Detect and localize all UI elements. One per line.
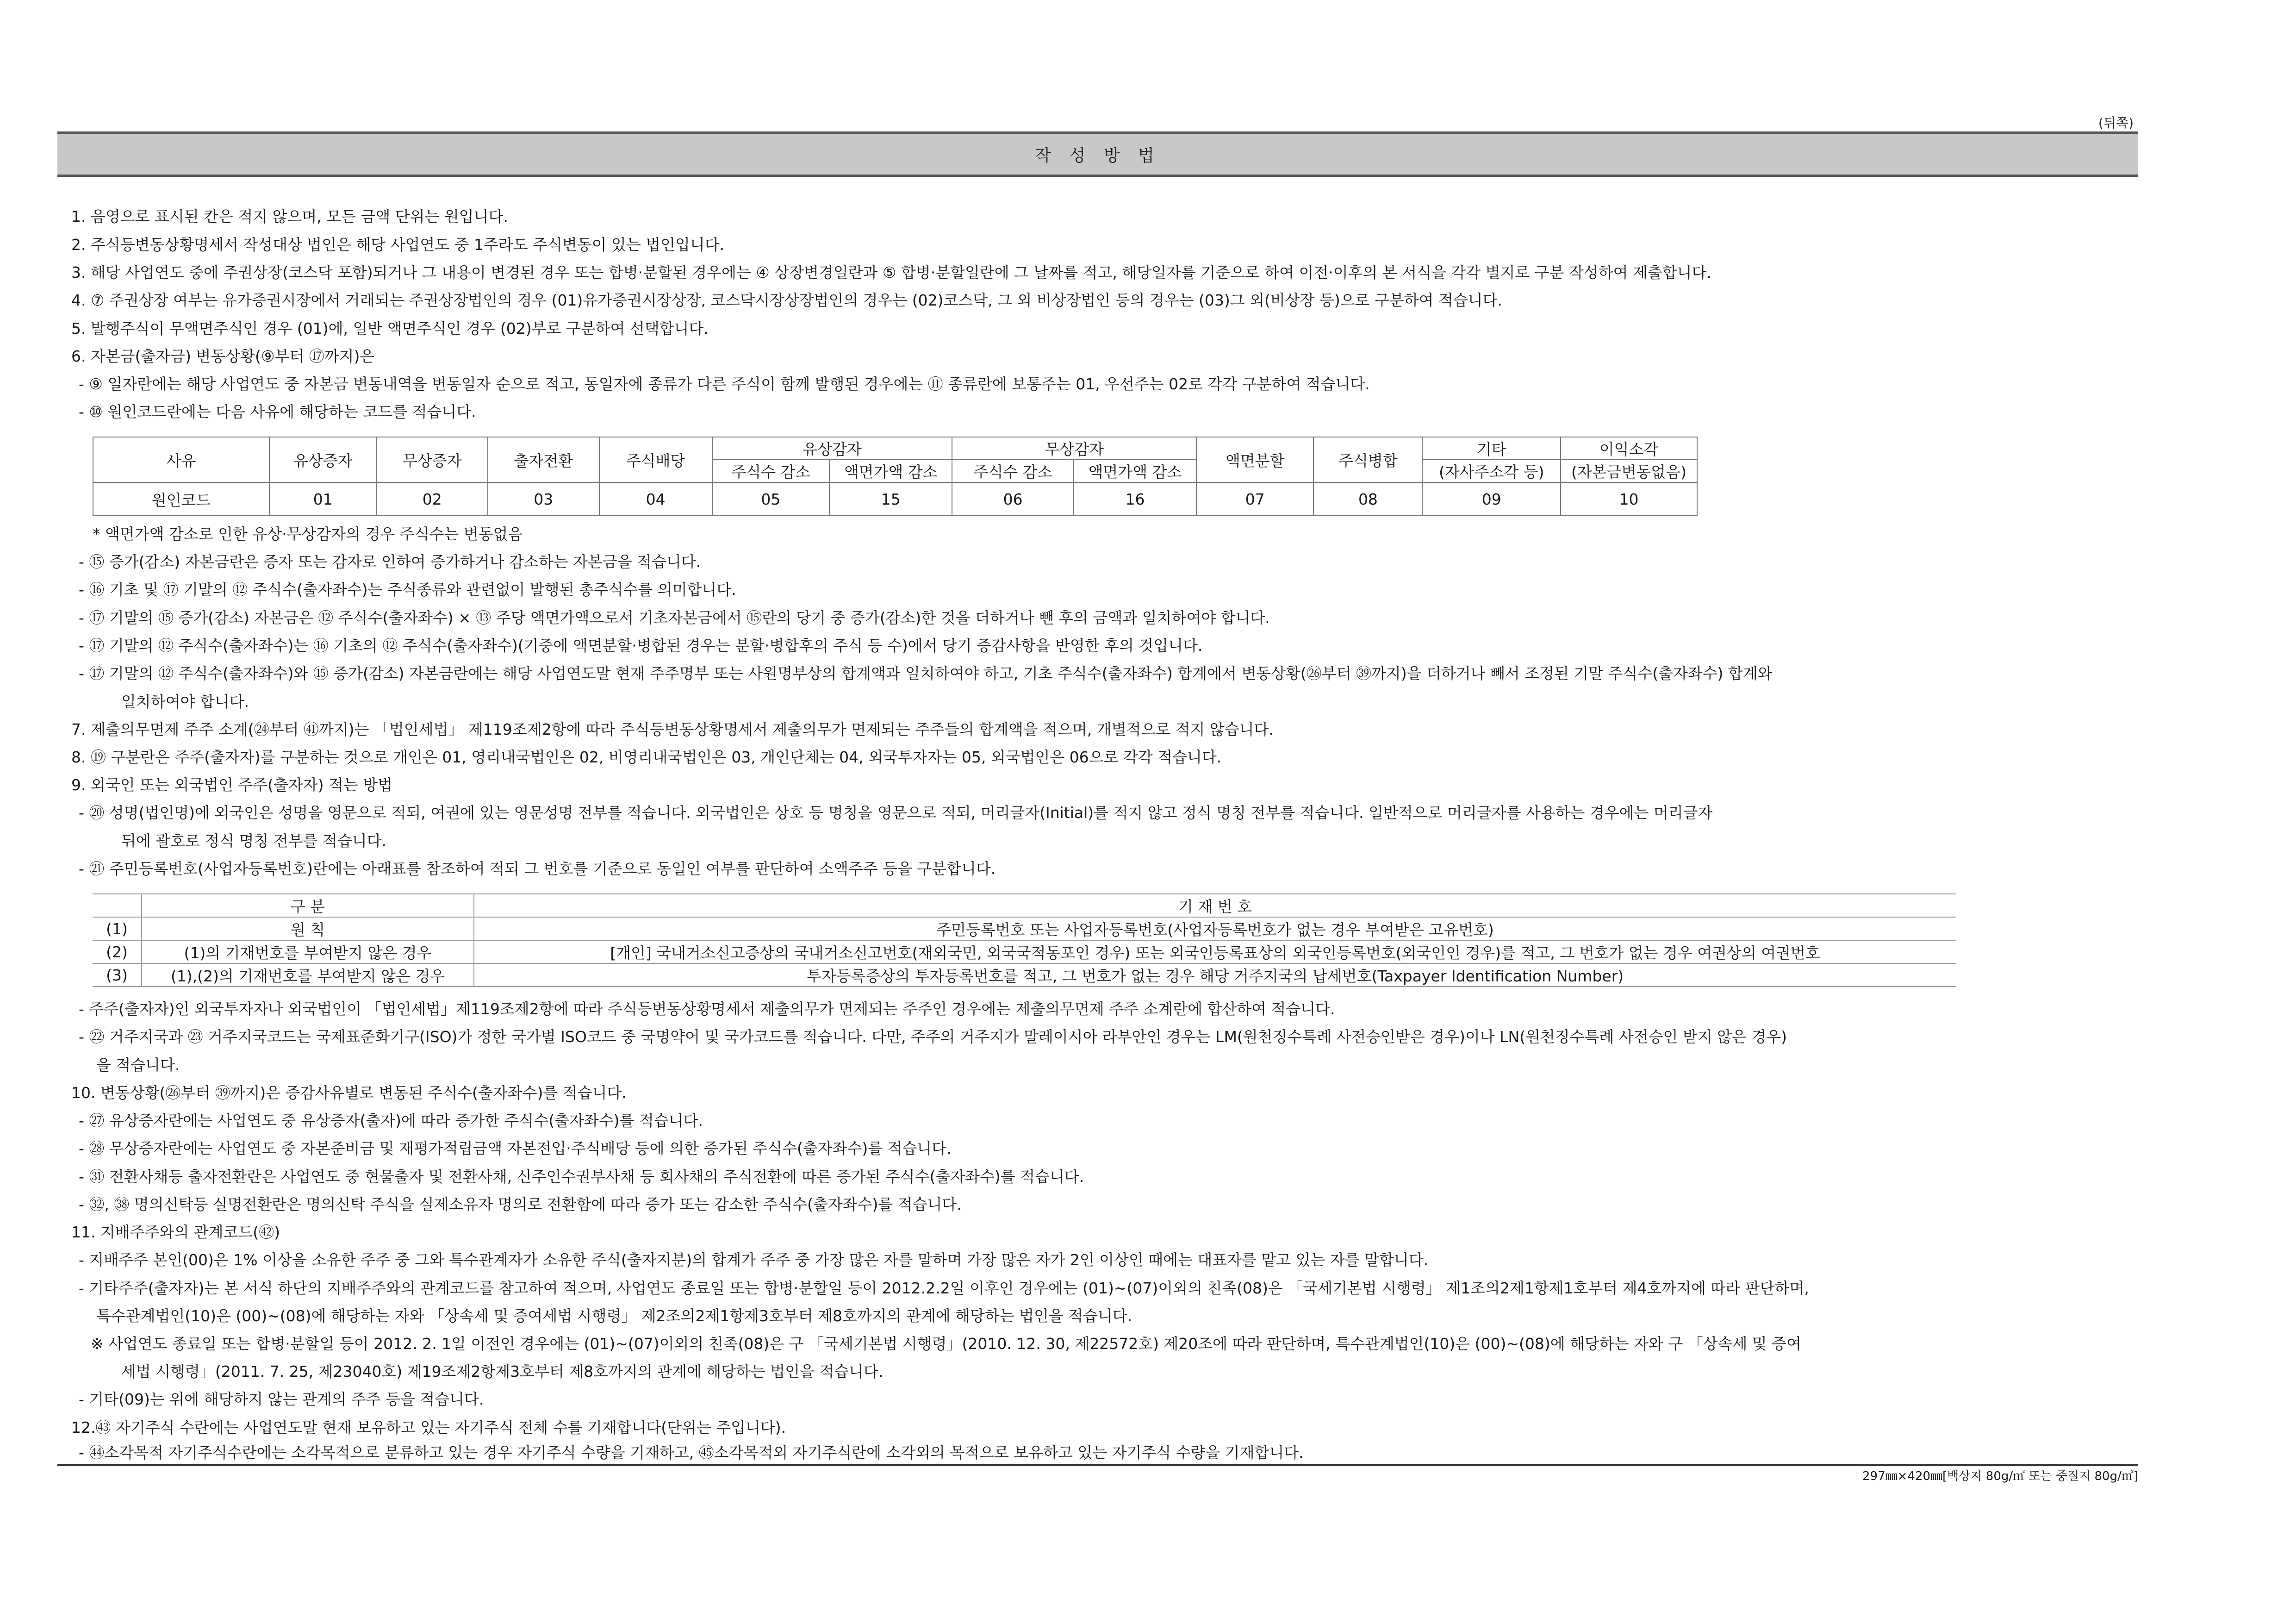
id-row-description: 주민등록번호 또는 사업자등록번호(사업자등록번호가 없는 경우 부여받은 고유번호) bbox=[474, 917, 1956, 940]
instruction-line-9d: - 주주(출자자)인 외국투자자나 외국법인이 「법인세법」제119조제2항에 따라 주식등변동상황명세서 제출의무가 면제되는 주주인 경우에는 제출의무면제 주주 소계란에 합산하여 적습니다. bbox=[79, 1000, 1335, 1018]
instruction-line-6a: - ⑨ 일자란에는 해당 사업연도 중 자본금 변동내역을 변동일자 순으로 적고, 동일자에 종류가 다른 주식이 함께 발행된 경우에는 ⑪ 종류란에 보통주는 01, 우선주는 02로 각각 구분하여 적습니다. bbox=[79, 375, 1370, 393]
instruction-line-11: 11. 지배주주와의 관계코드(㊷) bbox=[71, 1223, 280, 1241]
instruction-line-6e: - ⑯ 기초 및 ⑰ 기말의 ⑫ 주식수(출자좌수)는 주식종류와 관련없이 발행된 총주식수를 의미합니다. bbox=[79, 581, 736, 599]
instruction-line-6b: - ⑩ 원인코드란에는 다음 사유에 해당하는 코드를 적습니다. bbox=[79, 403, 476, 421]
id-row-category: (1)의 기재번호를 부여받지 않은 경우 bbox=[142, 940, 474, 963]
instruction-line-11e: 세법 시행령」(2011. 7. 25, 제23040호) 제19조제2항제3호부터 제8호까지의 관계에 해당하는 법인을 적습니다. bbox=[121, 1362, 884, 1380]
instruction-line-6c: * 액면가액 감소로 인한 유상·무상감자의 경우 주식수는 변동없음 bbox=[93, 525, 523, 543]
id-row-no: (3) bbox=[93, 963, 142, 987]
code-cell: 03 bbox=[488, 482, 599, 516]
instruction-line-2: 2. 주식등변동상황명세서 작성대상 법인은 해당 사업연도 중 1주라도 주식변동이 있는 법인입니다. bbox=[71, 236, 725, 254]
instruction-line-11f: - 기타(09)는 위에 해당하지 않는 관계의 주주 등을 적습니다. bbox=[79, 1390, 484, 1408]
id-row-category: (1),(2)의 기재번호를 부여받지 않은 경우 bbox=[142, 963, 474, 987]
header-profit-sub: (자본금변동없음) bbox=[1561, 460, 1697, 482]
instruction-line-9c: - ㉑ 주민등록번호(사업자등록번호)란에는 아래표를 참조하여 적되 그 번호를 기준으로 동일인 여부를 판단하여 소액주주 등을 구분합니다. bbox=[79, 860, 996, 878]
paper-spec: 297㎜×420㎜[백상지 80g/㎡ 또는 중질지 80g/㎡] bbox=[1862, 1469, 2138, 1483]
header-split: 액면분할 bbox=[1196, 437, 1313, 482]
header-free-par-reduction: 액면가액 감소 bbox=[1074, 460, 1196, 482]
instruction-line-7: 7. 제출의무면제 주주 소계(㉔부터 ㊶까지)는 「법인세법」 제119조제2항에 따라 주식등변동상황명세서 제출의무가 면제되는 주주들의 합계액을 적으며, 개별적으로 적지 않습니다. bbox=[71, 720, 1274, 738]
header-reason: 사유 bbox=[93, 437, 269, 482]
instruction-line-6f: - ⑰ 기말의 ⑮ 증가(감소) 자본금은 ⑫ 주식수(출자좌수) × ⑬ 주당 액면가액으로서 기초자본금에서 ⑮란의 당기 중 증가(감소)한 것을 더하거나 뺀 후의 금액과 일치하여야 합니다. bbox=[79, 609, 1270, 627]
instruction-line-9a: - ⑳ 성명(법인명)에 외국인은 성명을 영문으로 적되, 여권에 있는 영문성명 전부를 적습니다. 외국법인은 상호 등 명칭을 영문으로 적되, 머리글자(Initial)를 적지 않고 정식 명칭 전부를 적습니다. 일반적으로 머리글자를 사용하는 경우에는 머리글자 bbox=[79, 804, 1713, 822]
header-other: 기타 bbox=[1422, 437, 1561, 460]
header-debt-conversion: 출자전환 bbox=[488, 437, 599, 482]
instruction-line-9f: 을 적습니다. bbox=[96, 1056, 180, 1074]
instruction-line-10b: - ㉘ 무상증자란에는 사업연도 중 자본준비금 및 재평가적립금액 자본전입·주식배당 등에 의한 증가된 주식수(출자좌수)를 적습니다. bbox=[79, 1139, 952, 1157]
id-row-description: 투자등록증상의 투자등록번호를 적고, 그 번호가 없는 경우 해당 거주지국의 납세번호(Taxpayer Identification Number) bbox=[474, 963, 1956, 987]
header-profit: 이익소각 bbox=[1561, 437, 1697, 460]
header-stock-dividend: 주식배당 bbox=[599, 437, 712, 482]
instruction-line-8: 8. ⑲ 구분란은 주주(출자자)를 구분하는 것으로 개인은 01, 영리내국법인은 02, 비영리내국법인은 03, 개인단체는 04, 외국투자자는 05, 외국법인은 06으로 각각 적습니다. bbox=[71, 748, 1222, 766]
instruction-line-11d: ※ 사업연도 종료일 또는 합병·분할일 등이 2012. 2. 1일 이전인 경우에는 (01)~(07)이외의 친족(08)은 구 「국세기본법 시행령」(2010. 12. 30, 제22572호) 제20조에 따라 판단하며, 특수관계법인(10)은 (00)~(08)에 해당하는 자와 구 「상속세 및 증여 bbox=[91, 1335, 1802, 1353]
code-cell: 05 bbox=[712, 482, 829, 516]
page-side-note: (뒤쪽) bbox=[2098, 115, 2134, 131]
instruction-line-10c: - ㉛ 전환사채등 출자전환란은 사업연도 중 현물출자 및 전환사채, 신주인수권부사채 등 회사채의 주식전환에 따른 증가된 주식수(출자좌수)를 적습니다. bbox=[79, 1168, 1084, 1186]
header-merge: 주식병합 bbox=[1313, 437, 1422, 482]
cause-code-table bbox=[93, 437, 1698, 516]
instruction-line-10d: - ㉜, ㊳ 명의신탁등 실명전환란은 명의신탁 주식을 실제소유자 명의로 전환함에 따라 증가 또는 감소한 주식수(출자좌수)를 적습니다. bbox=[79, 1195, 962, 1213]
id-header-number: 기 재 번 호 bbox=[474, 894, 1956, 917]
instruction-line-9b: 뒤에 괄호로 정식 명칭 전부를 적습니다. bbox=[121, 832, 386, 850]
code-cell: 06 bbox=[952, 482, 1073, 516]
id-number-table bbox=[93, 893, 1956, 987]
code-cell: 16 bbox=[1074, 482, 1196, 516]
id-header-no bbox=[93, 894, 142, 917]
instruction-line-6: 6. 자본금(출자금) 변동상황(⑨부터 ⑰까지)은 bbox=[71, 347, 375, 365]
code-cell: 08 bbox=[1313, 482, 1422, 516]
instruction-line-5: 5. 발행주식이 무액면주식인 경우 (01)에, 일반 액면주식인 경우 (02)부로 구분하여 선택합니다. bbox=[71, 319, 709, 337]
instruction-line-11c: 특수관계법인(10)은 (00)~(08)에 해당하는 자와 「상속세 및 증여세법 시행령」 제2조의2제1항제3호부터 제8호까지의 관계에 해당하는 법인을 적습니다. bbox=[96, 1307, 1132, 1325]
header-free-share-reduction: 주식수 감소 bbox=[952, 460, 1073, 482]
header-paid-reduction: 유상감자 bbox=[712, 437, 952, 460]
id-row-category: 원 칙 bbox=[142, 917, 474, 940]
header-free-reduction: 무상감자 bbox=[952, 437, 1196, 460]
code-label: 원인코드 bbox=[93, 482, 269, 516]
instruction-line-12a: - ㊹소각목적 자기주식수란에는 소각목적으로 분류하고 있는 경우 자기주식 수량을 기재하고, ㊺소각목적외 자기주식란에 소각외의 목적으로 보유하고 있는 자기주식 수량을 기재합니다. bbox=[79, 1443, 1304, 1462]
header-paid-par-reduction: 액면가액 감소 bbox=[829, 460, 952, 482]
instruction-line-6d: - ⑮ 증가(감소) 자본금란은 증자 또는 감자로 인하여 증가하거나 감소하는 자본금을 적습니다. bbox=[79, 553, 701, 571]
section-title: 작 성 방 법 bbox=[57, 131, 2138, 177]
instruction-line-4: 4. ⑦ 주권상장 여부는 유가증권시장에서 거래되는 주권상장법인의 경우 (01)유가증권시장상장, 코스닥시장상장법인의 경우는 (02)코스닥, 그 외 비상장법인 등의 경우는 (03)그 외(비상장 등)으로 구분하여 적습니다. bbox=[71, 291, 1503, 309]
header-paid-share-reduction: 주식수 감소 bbox=[712, 460, 829, 482]
code-cell: 09 bbox=[1422, 482, 1561, 516]
instruction-line-9e: - ㉒ 거주지국과 ㉓ 거주지국코드는 국제표준화기구(ISO)가 정한 국가별 ISO코드 중 국명약어 및 국가코드를 적습니다. 다만, 주주의 거주지가 말레이시아 라부안인 경우는 LM(원천징수특례 사전승인받은 경우)이나 LN(원천징수특례 사전승인 받지 않은 경우) bbox=[79, 1028, 1787, 1046]
instruction-line-10: 10. 변동상황(㉖부터 ㊴까지)은 증감사유별로 변동된 주식수(출자좌수)를 적습니다. bbox=[71, 1084, 627, 1102]
instruction-line-12: 12.㊸ 자기주식 수란에는 사업연도말 현재 보유하고 있는 자기주식 전체 수를 기재합니다(단위는 주입니다). bbox=[71, 1418, 786, 1437]
instruction-line-1: 1. 음영으로 표시된 칸은 적지 않으며, 모든 금액 단위는 원입니다. bbox=[71, 207, 508, 225]
code-cell: 04 bbox=[599, 482, 712, 516]
code-cell: 10 bbox=[1561, 482, 1697, 516]
id-row-no: (2) bbox=[93, 940, 142, 963]
instruction-line-11b: - 기타주주(출자자)는 본 서식 하단의 지배주주와의 관계코드를 참고하여 적으며, 사업연도 종료일 또는 합병·분할일 등이 2012.2.2일 이후인 경우에는 (01)~(07)이외의 친족(08)은 「국세기본법 시행령」 제1조의2제1항제1호부터 제4호까지에 따라 판단하며, bbox=[79, 1279, 1809, 1297]
code-cell: 02 bbox=[377, 482, 488, 516]
instruction-line-6h: - ⑰ 기말의 ⑫ 주식수(출자좌수)와 ⑮ 증가(감소) 자본금란에는 해당 사업연도말 현재 주주명부 또는 사원명부상의 합계액과 일치하여야 하고, 기초 주식수(출자좌수) 합계에서 변동상황(㉖부터 ㊴까지)을 더하거나 빼서 조정된 기말 주식수(출자좌수) 합계와 bbox=[79, 664, 1773, 682]
instruction-line-3: 3. 해당 사업연도 중에 주권상장(코스닥 포함)되거나 그 내용이 변경된 경우 또는 합병·분할된 경우에는 ④ 상장변경일란과 ⑤ 합병·분할일란에 그 날짜를 적고, 해당일자를 기준으로 하여 이전·이후의 본 서식을 각각 별지로 구분 작성하여 제출합니다. bbox=[71, 263, 1711, 281]
instruction-line-6g: - ⑰ 기말의 ⑫ 주식수(출자좌수)는 ⑯ 기초의 ⑫ 주식수(출자좌수)(기중에 액면분할·병합된 경우는 분할·병합후의 주식 등 수)에서 당기 증감사항을 반영한 후의 것입니다. bbox=[79, 637, 1203, 655]
id-header-category: 구 분 bbox=[142, 894, 474, 917]
instruction-line-10a: - ㉗ 유상증자란에는 사업연도 중 유상증자(출자)에 따라 증가한 주식수(출자좌수)를 적습니다. bbox=[79, 1112, 703, 1130]
instruction-line-11a: - 지배주주 본인(00)은 1% 이상을 소유한 주주 중 그와 특수관계자가 소유한 주식(출자지분)의 합계가 주주 중 가장 많은 자를 말하며 가장 많은 자가 2인 이상인 때에는 대표자를 맡고 있는 자를 말합니다. bbox=[79, 1251, 1429, 1269]
header-paid-increase: 유상증자 bbox=[269, 437, 376, 482]
id-row-description: [개인] 국내거소신고증상의 국내거소신고번호(재외국민, 외국국적동포인 경우) 또는 외국인등록표상의 외국인등록번호(외국인인 경우)를 적고, 그 번호가 없는 경우 여권상의 여권번호 bbox=[474, 940, 1956, 963]
code-cell: 01 bbox=[269, 482, 376, 516]
id-row-no: (1) bbox=[93, 917, 142, 940]
instruction-line-6i: 일치하여야 합니다. bbox=[121, 693, 249, 711]
footer-divider bbox=[57, 1464, 2138, 1466]
code-cell: 07 bbox=[1196, 482, 1313, 516]
header-free-increase: 무상증자 bbox=[377, 437, 488, 482]
code-cell: 15 bbox=[829, 482, 952, 516]
instruction-line-9: 9. 외국인 또는 외국법인 주주(출자자) 적는 방법 bbox=[71, 776, 392, 794]
header-other-sub: (자사주소각 등) bbox=[1422, 460, 1561, 482]
